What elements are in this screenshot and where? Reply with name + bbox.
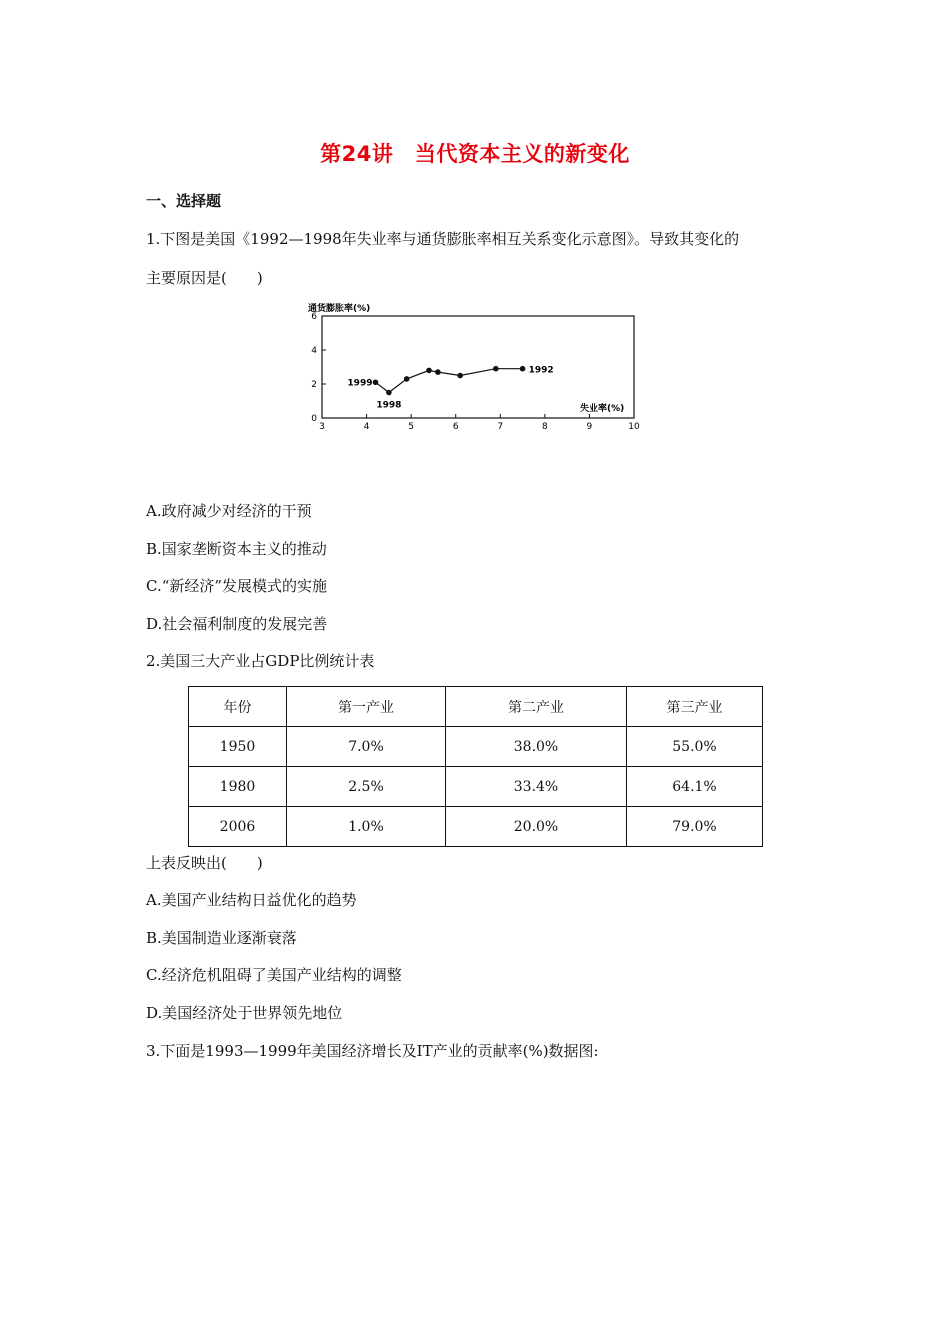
table-cell: 1980: [189, 767, 287, 807]
chart-x-ticks: [319, 414, 640, 432]
q2-option-c: C.经济危机阻碍了美国产业结构的调整: [146, 966, 402, 984]
chart-points: [347, 366, 553, 411]
table-cell: 64.1%: [627, 767, 763, 807]
table-cell: 7.0%: [287, 727, 446, 767]
data-point: [493, 366, 499, 372]
q1-option-b: B.国家垄断资本主义的推动: [146, 540, 327, 558]
table-row: [189, 767, 763, 807]
q1-line-chart: [300, 298, 650, 438]
section-heading: 一、选择题: [146, 192, 222, 210]
table-cell: 79.0%: [627, 807, 763, 847]
gdp-table: [188, 686, 763, 847]
x-tick-label: 3: [319, 422, 325, 432]
chart-y-ticks: [311, 312, 326, 424]
y-tick-label: 6: [311, 312, 317, 322]
chart-ylabel: 通货膨胀率(%): [308, 304, 371, 314]
table-header-cell: 年份: [189, 687, 287, 727]
q2-option-d: D.美国经济处于世界领先地位: [146, 1004, 343, 1022]
chart-series-line: [375, 369, 522, 393]
table-cell: 20.0%: [446, 807, 627, 847]
table-cell: 38.0%: [446, 727, 627, 767]
data-point: [426, 368, 432, 374]
table-cell: 1.0%: [287, 807, 446, 847]
chart-xlabel: 失业率(%): [580, 404, 625, 414]
data-point: [373, 380, 379, 386]
q2-after-table: 上表反映出( ): [146, 854, 263, 872]
table-header-cell: 第一产业: [287, 687, 446, 727]
data-point: [520, 366, 526, 372]
table-cell: 2.5%: [287, 767, 446, 807]
q2-option-a: A.美国产业结构日益优化的趋势: [146, 891, 357, 909]
data-point-label: 1998: [376, 400, 402, 411]
x-tick-label: 9: [586, 422, 593, 432]
page-title: 第24讲 当代资本主义的新变化: [320, 142, 630, 166]
y-tick-label: 4: [311, 346, 317, 356]
q3-stem: 3.下面是1993—1999年美国经济增长及IT产业的贡献率(%)数据图:: [146, 1042, 599, 1060]
data-point: [386, 390, 392, 396]
data-point-label: 1999: [347, 378, 373, 389]
q2-stem: 2.美国三大产业占GDP比例统计表: [146, 652, 375, 670]
q1-option-a: A.政府减少对经济的干预: [146, 502, 312, 520]
table-cell: 1950: [189, 727, 287, 767]
y-tick-label: 2: [311, 380, 317, 390]
table-cell: 55.0%: [627, 727, 763, 767]
data-point-label: 1992: [528, 365, 554, 376]
x-tick-label: 5: [408, 422, 415, 432]
table-header-row: [189, 687, 763, 727]
x-tick-label: 4: [363, 422, 370, 432]
data-point: [435, 369, 441, 375]
q1-stem-line2: 主要原因是( ): [146, 269, 263, 287]
table-row: [189, 807, 763, 847]
q1-option-c: C.“新经济”发展模式的实施: [146, 577, 328, 595]
table-cell: 33.4%: [446, 767, 627, 807]
data-point: [457, 373, 463, 379]
table-header-cell: 第二产业: [446, 687, 627, 727]
table-cell: 2006: [189, 807, 287, 847]
chart-plot-frame: [322, 316, 634, 418]
x-tick-label: 6: [452, 422, 459, 432]
q1-stem-line1: 1.下图是美国《1992—1998年失业率与通货膨胀率相互关系变化示意图》。导致其变化的: [146, 230, 740, 248]
table-row: [189, 727, 763, 767]
data-point: [404, 376, 410, 382]
x-tick-label: 7: [497, 422, 504, 432]
q1-option-d: D.社会福利制度的发展完善: [146, 615, 328, 633]
x-tick-label: 10: [628, 422, 640, 432]
q2-option-b: B.美国制造业逐渐衰落: [146, 929, 297, 947]
table-header-cell: 第三产业: [627, 687, 763, 727]
y-tick-label: 0: [311, 414, 317, 424]
x-tick-label: 8: [541, 422, 548, 432]
